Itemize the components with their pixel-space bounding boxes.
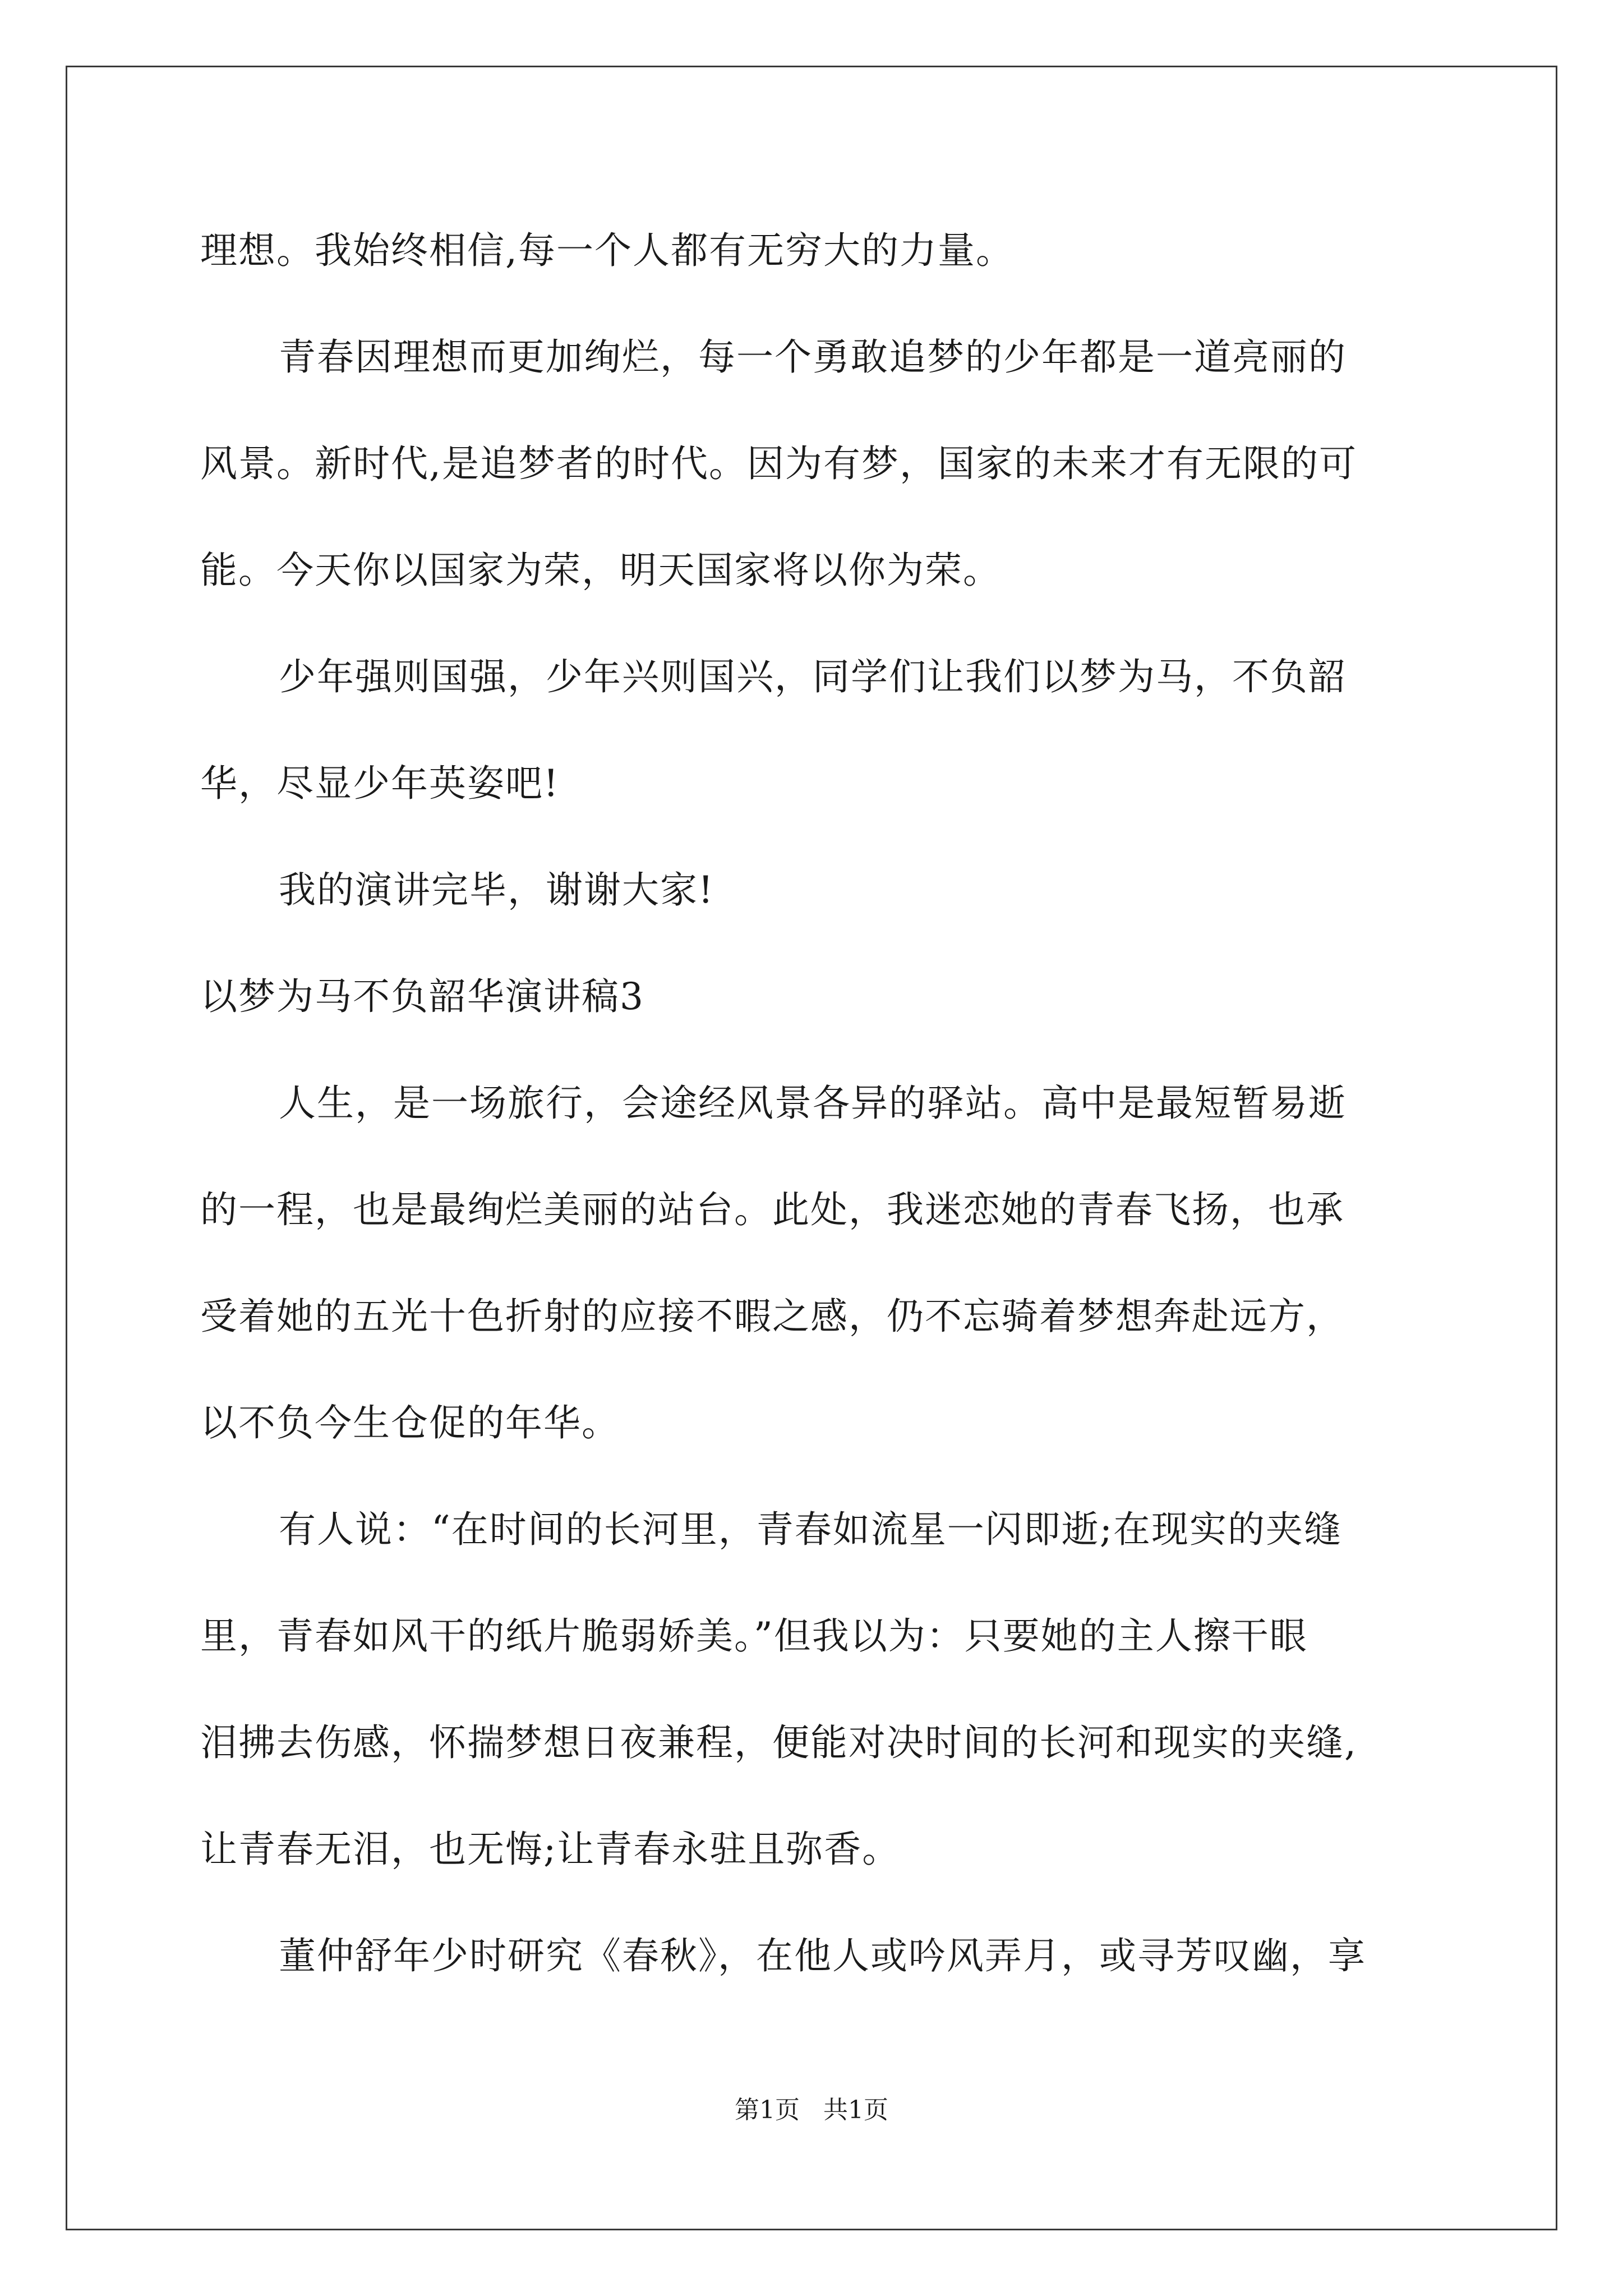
text-line: 以不负今生仓促的年华。 xyxy=(200,1401,620,1444)
section-heading: 以梦为马不负韶华演讲稿3 xyxy=(200,975,644,1018)
text-line: 华，尽显少年英姿吧! xyxy=(200,762,560,805)
text-line: 里，青春如风干的纸片脆弱娇美。”但我以为：只要她的主人擦干眼 xyxy=(200,1614,1308,1658)
text-line: 风景。新时代,是追梦者的时代。因为有梦，国家的未来才有无限的可 xyxy=(200,442,1357,485)
page-border xyxy=(66,66,1557,2230)
text-line: 理想。我始终相信,每一个人都有无穷大的力量。 xyxy=(200,229,1014,272)
text-line: 能。今天你以国家为荣，明天国家将以你为荣。 xyxy=(200,549,1001,592)
paragraph-first-line: 董仲舒年少时研究《春秋》，在他人或吟风弄月，或寻芳叹幽，享 xyxy=(279,1934,1366,1977)
text-line: 让青春无泪，也无悔;让青春永驻且弥香。 xyxy=(200,1828,901,1871)
paragraph-first-line: 有人说：“在时间的长河里，青春如流星一闪即逝;在现实的夹缝 xyxy=(279,1508,1342,1551)
text-line: 泪拂去伤感，怀揣梦想日夜兼程，便能对决时间的长河和现实的夹缝, xyxy=(200,1721,1357,1764)
paragraph-first-line: 青春因理想而更加绚烂，每一个勇敢追梦的少年都是一道亮丽的 xyxy=(279,335,1347,379)
text-line: 受着她的五光十色折射的应接不暇之感，仍不忘骑着梦想奔赴远方， xyxy=(200,1295,1344,1338)
paragraph-first-line: 人生，是一场旅行，会途经风景各异的驿站。高中是最短暂易逝 xyxy=(279,1082,1347,1125)
text-line: 的一程，也是最绚烂美丽的站台。此处，我迷恋她的青春飞扬，也承 xyxy=(200,1188,1344,1231)
paragraph-first-line: 少年强则国强，少年兴则国兴，同学们让我们以梦为马，不负韶 xyxy=(279,655,1347,698)
page-footer: 第1页 共1页 xyxy=(735,2096,888,2124)
paragraph-first-line: 我的演讲完毕，谢谢大家! xyxy=(279,868,714,912)
